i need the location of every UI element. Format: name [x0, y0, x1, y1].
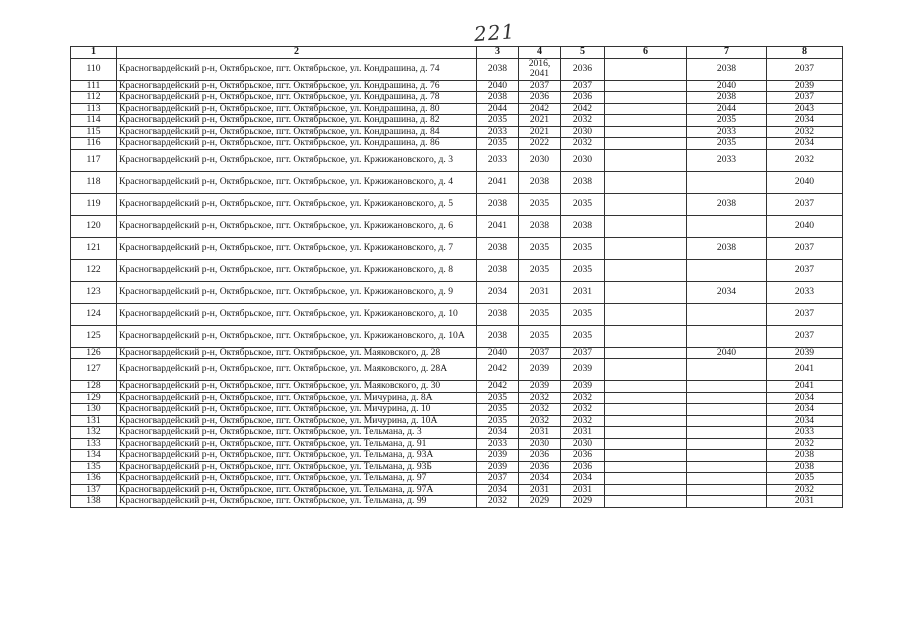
- address-cell: Красногвардейский р-н, Октябрьское, пгт. Октябрьское, ул. Кондрашина, д. 86: [117, 138, 477, 150]
- value-col-3: 2038: [477, 303, 519, 325]
- row-number: 129: [71, 392, 117, 404]
- row-number: 132: [71, 427, 117, 439]
- value-col-4: 2030: [519, 438, 561, 450]
- table-row: [71, 325, 843, 347]
- value-col-7: [687, 171, 767, 193]
- address-cell: Красногвардейский р-н, Октябрьское, пгт. Октябрьское, ул. Кржижановского, д. 5: [117, 193, 477, 215]
- row-number: 128: [71, 381, 117, 393]
- address-cell: Красногвардейский р-н, Октябрьское, пгт. Октябрьское, ул. Кондрашина, д. 82: [117, 115, 477, 127]
- value-col-4: 2042: [519, 103, 561, 115]
- address-cell: Красногвардейский р-н, Октябрьское, пгт. Октябрьское, ул. Кржижановского, д. 3: [117, 149, 477, 171]
- value-col-6: [605, 171, 687, 193]
- table-row: [71, 303, 843, 325]
- value-col-8: 2034: [767, 404, 843, 416]
- schedule-table: [70, 46, 843, 508]
- value-col-8: 2038: [767, 461, 843, 473]
- address-cell: Красногвардейский р-н, Октябрьское, пгт. Октябрьское, ул. Тельмана, д. 93Б: [117, 461, 477, 473]
- value-col-4: 2037: [519, 347, 561, 359]
- value-col-6: [605, 427, 687, 439]
- value-col-3: 2035: [477, 392, 519, 404]
- address-cell: Красногвардейский р-н, Октябрьское, пгт. Октябрьское, ул. Кржижановского, д. 4: [117, 171, 477, 193]
- value-col-4: 2022: [519, 138, 561, 150]
- value-col-6: [605, 404, 687, 416]
- value-col-5: 2030: [561, 149, 605, 171]
- value-col-8: 2041: [767, 381, 843, 393]
- value-col-6: [605, 359, 687, 381]
- address-cell: Красногвардейский р-н, Октябрьское, пгт. Октябрьское, ул. Кондрашина, д. 84: [117, 126, 477, 138]
- row-number: 125: [71, 325, 117, 347]
- value-col-5: 2039: [561, 359, 605, 381]
- value-col-3: 2041: [477, 171, 519, 193]
- header-cell: 5: [561, 47, 605, 59]
- value-col-3: 2038: [477, 92, 519, 104]
- value-col-6: [605, 237, 687, 259]
- value-col-8: 2038: [767, 450, 843, 462]
- value-col-4: 2029: [519, 496, 561, 508]
- address-cell: Красногвардейский р-н, Октябрьское, пгт. Октябрьское, ул. Кржижановского, д. 8: [117, 259, 477, 281]
- value-col-8: 2031: [767, 496, 843, 508]
- row-number: 137: [71, 484, 117, 496]
- row-number: 111: [71, 80, 117, 92]
- value-col-4: 2032: [519, 404, 561, 416]
- value-col-3: 2040: [477, 80, 519, 92]
- value-col-8: 2034: [767, 415, 843, 427]
- table-row: [71, 450, 843, 462]
- header-cell: 7: [687, 47, 767, 59]
- value-col-6: [605, 484, 687, 496]
- address-cell: Красногвардейский р-н, Октябрьское, пгт. Октябрьское, ул. Кондрашина, д. 80: [117, 103, 477, 115]
- value-col-5: 2036: [561, 58, 605, 80]
- value-col-4: 2037: [519, 80, 561, 92]
- value-col-8: 2041: [767, 359, 843, 381]
- row-number: 134: [71, 450, 117, 462]
- value-col-6: [605, 303, 687, 325]
- value-col-3: 2033: [477, 149, 519, 171]
- value-col-4: 2035: [519, 303, 561, 325]
- address-cell: Красногвардейский р-н, Октябрьское, пгт. Октябрьское, ул. Кржижановского, д. 10А: [117, 325, 477, 347]
- value-col-8: 2039: [767, 80, 843, 92]
- value-col-8: 2037: [767, 325, 843, 347]
- value-col-8: 2034: [767, 392, 843, 404]
- table-row: [71, 193, 843, 215]
- row-number: 121: [71, 237, 117, 259]
- value-col-5: 2036: [561, 92, 605, 104]
- value-col-7: 2034: [687, 281, 767, 303]
- value-col-8: 2034: [767, 115, 843, 127]
- value-col-8: 2037: [767, 58, 843, 80]
- value-col-7: [687, 461, 767, 473]
- table-row: [71, 404, 843, 416]
- value-col-3: 2037: [477, 473, 519, 485]
- value-col-5: 2036: [561, 461, 605, 473]
- value-col-3: 2034: [477, 484, 519, 496]
- row-number: 124: [71, 303, 117, 325]
- value-col-5: 2042: [561, 103, 605, 115]
- address-cell: Красногвардейский р-н, Октябрьское, пгт. Октябрьское, ул. Тельмана, д. 93А: [117, 450, 477, 462]
- row-number: 116: [71, 138, 117, 150]
- value-col-5: 2032: [561, 138, 605, 150]
- value-col-5: 2038: [561, 171, 605, 193]
- row-number: 115: [71, 126, 117, 138]
- table-row: [71, 484, 843, 496]
- table-row: [71, 473, 843, 485]
- value-col-8: 2037: [767, 193, 843, 215]
- value-col-3: 2044: [477, 103, 519, 115]
- address-cell: Красногвардейский р-н, Октябрьское, пгт. Октябрьское, ул. Тельмана, д. 97: [117, 473, 477, 485]
- header-cell: 8: [767, 47, 843, 59]
- value-col-7: 2033: [687, 126, 767, 138]
- table-row: [71, 415, 843, 427]
- value-col-3: 2038: [477, 58, 519, 80]
- value-col-3: 2040: [477, 347, 519, 359]
- value-col-6: [605, 259, 687, 281]
- value-col-6: [605, 80, 687, 92]
- value-col-5: 2035: [561, 237, 605, 259]
- address-cell: Красногвардейский р-н, Октябрьское, пгт. Октябрьское, ул. Мичурина, д. 8А: [117, 392, 477, 404]
- value-col-8: 2032: [767, 438, 843, 450]
- table-row: [71, 259, 843, 281]
- value-col-7: [687, 496, 767, 508]
- value-col-5: 2032: [561, 115, 605, 127]
- value-col-7: 2035: [687, 115, 767, 127]
- value-col-6: [605, 126, 687, 138]
- value-col-4: 2036: [519, 92, 561, 104]
- table-row: [71, 281, 843, 303]
- value-col-6: [605, 103, 687, 115]
- value-col-6: [605, 438, 687, 450]
- table-row: [71, 115, 843, 127]
- header-cell: 3: [477, 47, 519, 59]
- value-col-7: [687, 404, 767, 416]
- value-col-3: 2034: [477, 427, 519, 439]
- value-col-7: 2038: [687, 58, 767, 80]
- value-col-5: 2036: [561, 450, 605, 462]
- row-number: 120: [71, 215, 117, 237]
- value-col-7: 2040: [687, 80, 767, 92]
- table-row: [71, 138, 843, 150]
- table-row: [71, 92, 843, 104]
- value-col-7: [687, 303, 767, 325]
- value-col-8: 2040: [767, 215, 843, 237]
- value-col-3: 2033: [477, 438, 519, 450]
- value-col-6: [605, 215, 687, 237]
- address-cell: Красногвардейский р-н, Октябрьское, пгт. Октябрьское, ул. Кржижановского, д. 6: [117, 215, 477, 237]
- table-row: [71, 438, 843, 450]
- value-col-8: 2037: [767, 92, 843, 104]
- value-col-7: [687, 392, 767, 404]
- table-row: [71, 347, 843, 359]
- row-number: 117: [71, 149, 117, 171]
- table-row: [71, 237, 843, 259]
- row-number: 113: [71, 103, 117, 115]
- header-cell: 2: [117, 47, 477, 59]
- row-number: 122: [71, 259, 117, 281]
- page-number: 221: [473, 19, 516, 47]
- address-cell: Красногвардейский р-н, Октябрьское, пгт. Октябрьское, ул. Кржижановского, д. 7: [117, 237, 477, 259]
- table-row: [71, 359, 843, 381]
- value-col-7: [687, 259, 767, 281]
- value-col-7: [687, 381, 767, 393]
- value-col-6: [605, 381, 687, 393]
- value-col-7: [687, 473, 767, 485]
- value-col-3: 2035: [477, 404, 519, 416]
- value-col-8: 2032: [767, 484, 843, 496]
- value-col-6: [605, 496, 687, 508]
- value-col-7: [687, 427, 767, 439]
- value-col-7: [687, 359, 767, 381]
- value-col-8: 2037: [767, 259, 843, 281]
- value-col-3: 2038: [477, 193, 519, 215]
- row-number: 136: [71, 473, 117, 485]
- value-col-7: 2038: [687, 193, 767, 215]
- header-row: [71, 47, 843, 59]
- table-row: [71, 427, 843, 439]
- value-col-8: 2037: [767, 303, 843, 325]
- value-col-3: 2038: [477, 259, 519, 281]
- value-col-3: 2034: [477, 281, 519, 303]
- address-cell: Красногвардейский р-н, Октябрьское, пгт. Октябрьское, ул. Мичурина, д. 10: [117, 404, 477, 416]
- value-col-5: 2035: [561, 193, 605, 215]
- address-cell: Красногвардейский р-н, Октябрьское, пгт. Октябрьское, ул. Тельмана, д. 3: [117, 427, 477, 439]
- value-col-4: 2035: [519, 193, 561, 215]
- value-col-4: 2035: [519, 325, 561, 347]
- value-col-3: 2042: [477, 359, 519, 381]
- value-col-6: [605, 92, 687, 104]
- table-row: [71, 58, 843, 80]
- value-col-4: 2035: [519, 259, 561, 281]
- value-col-3: 2039: [477, 450, 519, 462]
- value-col-5: 2035: [561, 259, 605, 281]
- address-cell: Красногвардейский р-н, Октябрьское, пгт. Октябрьское, ул. Кондрашина, д. 78: [117, 92, 477, 104]
- value-col-5: 2031: [561, 281, 605, 303]
- value-col-4: 2021: [519, 115, 561, 127]
- value-col-7: 2035: [687, 138, 767, 150]
- value-col-5: 2032: [561, 404, 605, 416]
- value-col-4: 2036: [519, 461, 561, 473]
- value-col-4: 2030: [519, 149, 561, 171]
- header-cell: 1: [71, 47, 117, 59]
- value-col-4: 2031: [519, 427, 561, 439]
- value-col-6: [605, 392, 687, 404]
- table-row: [71, 171, 843, 193]
- value-col-5: 2032: [561, 415, 605, 427]
- row-number: 130: [71, 404, 117, 416]
- table-row: [71, 103, 843, 115]
- address-cell: Красногвардейский р-н, Октябрьское, пгт. Октябрьское, ул. Кржижановского, д. 9: [117, 281, 477, 303]
- value-col-5: 2032: [561, 392, 605, 404]
- value-col-8: 2033: [767, 427, 843, 439]
- value-col-7: [687, 438, 767, 450]
- value-col-8: 2032: [767, 126, 843, 138]
- value-col-7: [687, 415, 767, 427]
- value-col-6: [605, 325, 687, 347]
- address-cell: Красногвардейский р-н, Октябрьское, пгт. Октябрьское, ул. Кондрашина, д. 74: [117, 58, 477, 80]
- value-col-8: 2040: [767, 171, 843, 193]
- table-row: [71, 149, 843, 171]
- value-col-8: 2043: [767, 103, 843, 115]
- value-col-6: [605, 450, 687, 462]
- value-col-7: [687, 484, 767, 496]
- value-col-4: 2031: [519, 484, 561, 496]
- value-col-5: 2031: [561, 427, 605, 439]
- address-cell: Красногвардейский р-н, Октябрьское, пгт. Октябрьское, ул. Тельмана, д. 91: [117, 438, 477, 450]
- value-col-4: 2021: [519, 126, 561, 138]
- value-col-7: 2038: [687, 237, 767, 259]
- value-col-7: 2033: [687, 149, 767, 171]
- value-col-8: 2037: [767, 237, 843, 259]
- table-row: [71, 215, 843, 237]
- row-number: 110: [71, 58, 117, 80]
- value-col-6: [605, 461, 687, 473]
- value-col-3: 2038: [477, 325, 519, 347]
- value-col-7: [687, 215, 767, 237]
- value-col-6: [605, 138, 687, 150]
- address-cell: Красногвардейский р-н, Октябрьское, пгт. Октябрьское, ул. Маяковского, д. 28: [117, 347, 477, 359]
- value-col-5: 2037: [561, 347, 605, 359]
- header-cell: 4: [519, 47, 561, 59]
- row-number: 126: [71, 347, 117, 359]
- value-col-5: 2035: [561, 325, 605, 347]
- value-col-6: [605, 115, 687, 127]
- value-col-6: [605, 149, 687, 171]
- address-cell: Красногвардейский р-н, Октябрьское, пгт. Октябрьское, ул. Маяковского, д. 30: [117, 381, 477, 393]
- value-col-4: 2032: [519, 392, 561, 404]
- value-col-6: [605, 281, 687, 303]
- value-col-4: 2034: [519, 473, 561, 485]
- row-number: 133: [71, 438, 117, 450]
- value-col-7: [687, 325, 767, 347]
- row-number: 131: [71, 415, 117, 427]
- value-col-5: 2031: [561, 484, 605, 496]
- value-col-7: 2044: [687, 103, 767, 115]
- row-number: 127: [71, 359, 117, 381]
- header-cell: 6: [605, 47, 687, 59]
- value-col-3: 2039: [477, 461, 519, 473]
- value-col-5: 2035: [561, 303, 605, 325]
- address-cell: Красногвардейский р-н, Октябрьское, пгт. Октябрьское, ул. Тельмана, д. 97А: [117, 484, 477, 496]
- value-col-8: 2033: [767, 281, 843, 303]
- value-col-5: 2030: [561, 126, 605, 138]
- table-row: [71, 80, 843, 92]
- value-col-4: 2031: [519, 281, 561, 303]
- value-col-4: 2039: [519, 359, 561, 381]
- value-col-8: 2039: [767, 347, 843, 359]
- value-col-3: 2041: [477, 215, 519, 237]
- table-row: [71, 496, 843, 508]
- value-col-4: 2038: [519, 215, 561, 237]
- value-col-4: 2032: [519, 415, 561, 427]
- value-col-6: [605, 58, 687, 80]
- value-col-3: 2038: [477, 237, 519, 259]
- address-cell: Красногвардейский р-н, Октябрьское, пгт. Октябрьское, ул. Маяковского, д. 28А: [117, 359, 477, 381]
- value-col-7: [687, 450, 767, 462]
- value-col-4: 2039: [519, 381, 561, 393]
- value-col-3: 2035: [477, 138, 519, 150]
- value-col-6: [605, 415, 687, 427]
- value-col-5: 2034: [561, 473, 605, 485]
- value-col-6: [605, 347, 687, 359]
- value-col-3: 2032: [477, 496, 519, 508]
- value-col-7: 2040: [687, 347, 767, 359]
- value-col-5: 2038: [561, 215, 605, 237]
- row-number: 112: [71, 92, 117, 104]
- value-col-3: 2035: [477, 115, 519, 127]
- row-number: 123: [71, 281, 117, 303]
- value-col-3: 2042: [477, 381, 519, 393]
- value-col-8: 2034: [767, 138, 843, 150]
- table-row: [71, 381, 843, 393]
- table-row: [71, 461, 843, 473]
- value-col-4: 2036: [519, 450, 561, 462]
- value-col-4: 2016, 2041: [519, 58, 561, 80]
- value-col-5: 2030: [561, 438, 605, 450]
- address-cell: Красногвардейский р-н, Октябрьское, пгт. Октябрьское, ул. Кондрашина, д. 76: [117, 80, 477, 92]
- value-col-3: 2033: [477, 126, 519, 138]
- value-col-7: 2038: [687, 92, 767, 104]
- value-col-8: 2035: [767, 473, 843, 485]
- row-number: 138: [71, 496, 117, 508]
- value-col-3: 2035: [477, 415, 519, 427]
- row-number: 135: [71, 461, 117, 473]
- value-col-6: [605, 193, 687, 215]
- row-number: 114: [71, 115, 117, 127]
- table-row: [71, 126, 843, 138]
- value-col-4: 2035: [519, 237, 561, 259]
- value-col-5: 2037: [561, 80, 605, 92]
- value-col-5: 2039: [561, 381, 605, 393]
- address-cell: Красногвардейский р-н, Октябрьское, пгт. Октябрьское, ул. Кржижановского, д. 10: [117, 303, 477, 325]
- address-cell: Красногвардейский р-н, Октябрьское, пгт. Октябрьское, ул. Тельмана, д. 99: [117, 496, 477, 508]
- table-row: [71, 392, 843, 404]
- value-col-8: 2032: [767, 149, 843, 171]
- value-col-6: [605, 473, 687, 485]
- value-col-5: 2029: [561, 496, 605, 508]
- address-cell: Красногвардейский р-н, Октябрьское, пгт. Октябрьское, ул. Мичурина, д. 10А: [117, 415, 477, 427]
- value-col-4: 2038: [519, 171, 561, 193]
- row-number: 118: [71, 171, 117, 193]
- row-number: 119: [71, 193, 117, 215]
